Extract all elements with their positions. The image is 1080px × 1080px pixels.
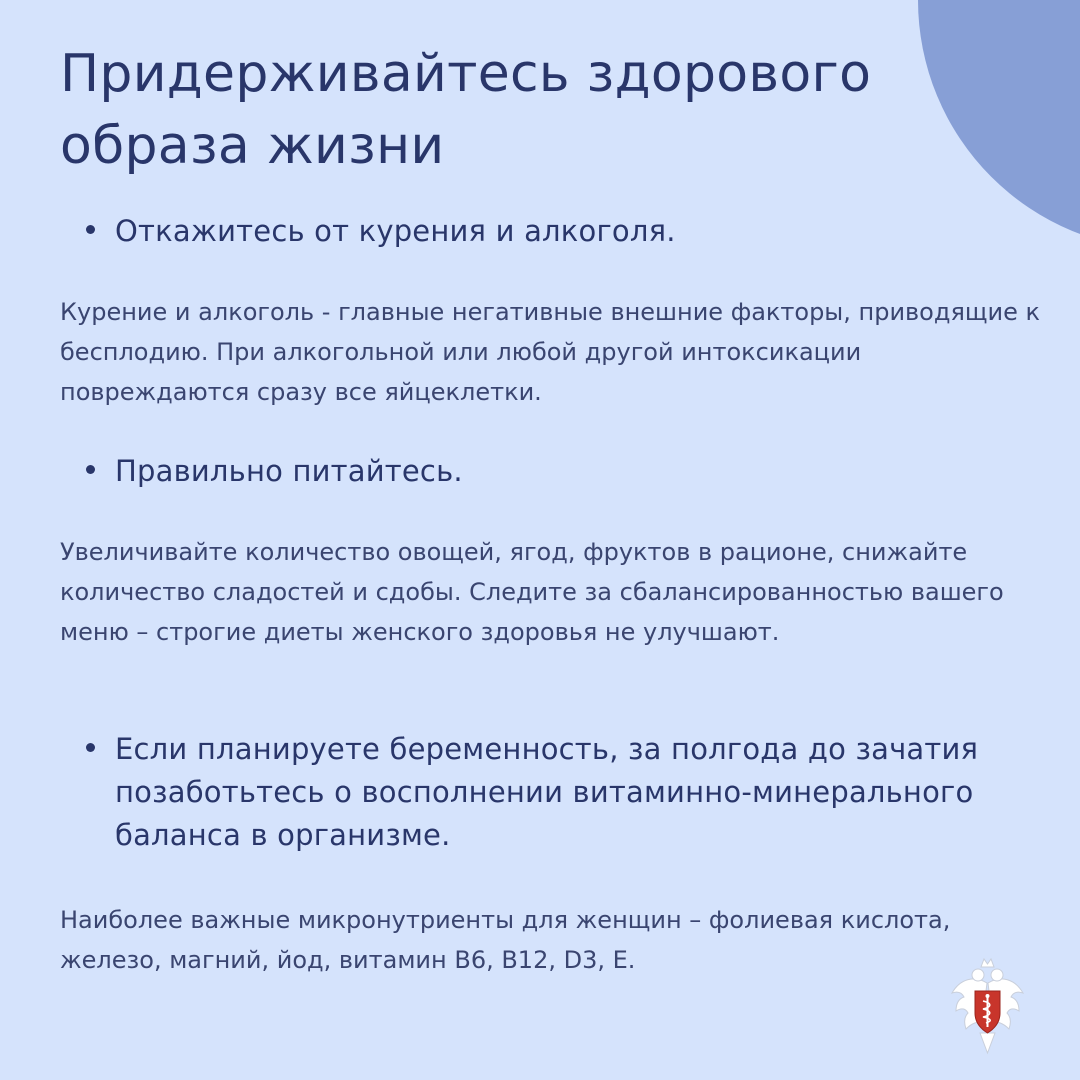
bullet-icon <box>86 225 95 234</box>
page-title: Придерживайтесь здорового образа жизни <box>60 44 872 176</box>
bullet-heading-2: Правильно питайтесь. <box>115 454 463 488</box>
paragraph-1: Курение и алкоголь - главные негативные внешние факторы, приводящие к бесплодию. При алкогольной или любой другой интоксикации повреждаются сразу все яйцеклетки. <box>60 298 1040 406</box>
corner-decoration <box>918 0 1080 250</box>
bullet-item-1 <box>86 210 676 253</box>
bullet-item-3 <box>86 728 995 857</box>
ministry-emblem-icon <box>950 955 1025 1055</box>
paragraph-2: Увеличивайте количество овощей, ягод, фруктов в рационе, снижайте количество сладостей и сдобы. Следите за сбалансированностью вашего меню – строгие диеты женского здоровья не улучшают. <box>60 538 1004 646</box>
bullet-icon <box>86 465 95 474</box>
bullet-heading-1: Откажитесь от курения и алкоголя. <box>115 214 676 248</box>
paragraph-3: Наиболее важные микронутриенты для женщин – фолиевая кислота, железо, магний, йод, витамин B6, B12, D3, E. <box>60 906 951 974</box>
bullet-icon <box>86 743 95 752</box>
bullet-heading-3: Если планируете беременность, за полгода до зачатия позаботьтесь о восполнении витаминно-минерального баланса в организме. <box>115 732 979 852</box>
bullet-item-2 <box>86 450 463 493</box>
